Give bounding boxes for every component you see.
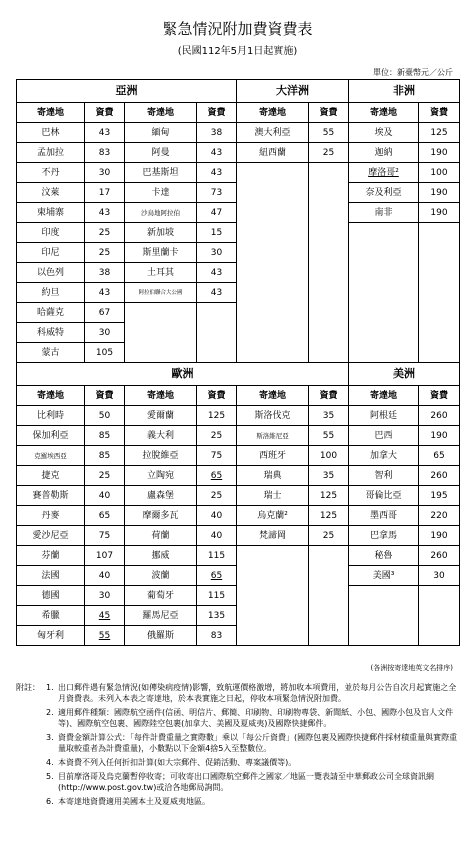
col-rate-header: 資費 [309, 386, 349, 406]
rate-cell: 25 [309, 526, 349, 546]
rate-cell [309, 566, 349, 586]
table-row [17, 446, 460, 466]
rate-cell: 125 [309, 506, 349, 526]
rate-cell: 125 [419, 123, 460, 143]
rate-cell [419, 586, 460, 606]
destination-cell [237, 546, 309, 566]
destination-cell: 阿根廷 [349, 406, 419, 426]
rate-cell [309, 243, 349, 263]
destination-cell: 法國 [17, 566, 85, 586]
note-text: 資費金額計算公式：「每件計費重量之實際數」乘以「每公斤資費」(國際包裹及國際快捷郵件採材積重量與實際重量取較重者為計費重量)，小數點以下金額4捨5入至整數位。 [58, 733, 458, 753]
rate-cell: 55 [309, 426, 349, 446]
region-asia-header: 亞洲 [17, 80, 237, 103]
rate-cell [309, 303, 349, 323]
page-title: 緊急情況附加費資費表 [162, 20, 313, 38]
rate-cell: 190 [419, 526, 460, 546]
destination-cell: 巴林 [17, 123, 85, 143]
rate-cell: 190 [419, 143, 460, 163]
col-rate-header: 資費 [419, 103, 460, 123]
destination-cell [125, 323, 197, 343]
notes-section [16, 682, 459, 810]
rate-cell: 25 [85, 243, 125, 263]
rate-cell: 25 [197, 486, 237, 506]
table-row [17, 323, 460, 343]
destination-cell: 以色列 [17, 263, 85, 283]
destination-cell: 秘魯 [349, 546, 419, 566]
destination-cell: 印度 [17, 223, 85, 243]
destination-cell: 愛爾蘭 [125, 406, 197, 426]
table-row [17, 163, 460, 183]
rate-cell: 38 [197, 123, 237, 143]
rate-cell [419, 323, 460, 343]
rate-cell [419, 223, 460, 243]
destination-cell: 義大利 [125, 426, 197, 446]
rate-cell [309, 343, 349, 363]
rate-cell [309, 586, 349, 606]
destination-cell: 哥倫比亞 [349, 486, 419, 506]
destination-cell [237, 283, 309, 303]
destination-cell: 哈薩克 [17, 303, 85, 323]
rate-cell [309, 223, 349, 243]
destination-cell: 烏克蘭² [237, 506, 309, 526]
note-number: 1. [46, 683, 54, 692]
table-row [17, 283, 460, 303]
destination-cell [349, 343, 419, 363]
destination-cell [125, 303, 197, 323]
rate-cell: 55 [309, 123, 349, 143]
destination-cell [237, 163, 309, 183]
destination-cell: 印尼 [17, 243, 85, 263]
col-dest-header: 寄達地 [17, 103, 85, 123]
destination-cell: 荷蘭 [125, 526, 197, 546]
table-row [17, 406, 460, 426]
rate-cell: 75 [85, 526, 125, 546]
rate-cell [309, 203, 349, 223]
destination-cell: 土耳其 [125, 263, 197, 283]
rate-cell: 43 [85, 123, 125, 143]
destination-cell: 科威特 [17, 323, 85, 343]
destination-cell [237, 626, 309, 646]
rate-cell: 125 [309, 486, 349, 506]
rate-cell: 25 [85, 223, 125, 243]
destination-cell [237, 223, 309, 243]
rate-cell [419, 626, 460, 646]
destination-cell [237, 183, 309, 203]
note-item [46, 771, 459, 793]
destination-cell: 克羅埃西亞 [17, 446, 85, 466]
destination-cell: 挪威 [125, 546, 197, 566]
destination-cell: 俄羅斯 [125, 626, 197, 646]
note-number: 4. [46, 758, 54, 767]
rate-cell: 43 [197, 143, 237, 163]
rate-cell: 38 [85, 263, 125, 283]
note-item [46, 682, 459, 704]
rate-cell: 65 [197, 466, 237, 486]
table-row [17, 203, 460, 223]
rate-cell: 30 [85, 163, 125, 183]
table-row [17, 426, 460, 446]
note-text: 出口郵件遇有緊急情況(如傳染病疫情)影響，致航運價格激增，將加收本項費用，並於每月公告自次月起實施之全月資費表。未列入本表之寄達地，於本表實施之日起，停收本項緊急情況附加費。 [58, 683, 457, 703]
destination-cell: 阿拉伯聯合大公國 [125, 283, 197, 303]
rate-cell: 43 [85, 283, 125, 303]
destination-cell: 柬埔寨 [17, 203, 85, 223]
destination-cell [349, 606, 419, 626]
rate-cell: 65 [85, 506, 125, 526]
rate-cell: 40 [197, 506, 237, 526]
rate-cell [309, 163, 349, 183]
rate-cell [419, 263, 460, 283]
col-rate-header: 資費 [419, 386, 460, 406]
rate-cell [309, 626, 349, 646]
rate-cell: 30 [197, 243, 237, 263]
rate-cell [309, 183, 349, 203]
table-row [17, 263, 460, 283]
rate-cell: 85 [85, 426, 125, 446]
col-rate-header: 資費 [85, 386, 125, 406]
rate-cell [309, 546, 349, 566]
rate-cell [309, 323, 349, 343]
destination-cell [349, 243, 419, 263]
rate-cell: 100 [419, 163, 460, 183]
destination-cell [237, 586, 309, 606]
col-dest-header: 寄達地 [349, 103, 419, 123]
rate-cell [419, 283, 460, 303]
rate-cell: 105 [85, 343, 125, 363]
column-header-row [17, 386, 460, 406]
rate-cell [309, 283, 349, 303]
destination-cell: 沙烏地阿拉伯 [125, 203, 197, 223]
destination-cell: 澳大利亞 [237, 123, 309, 143]
rate-cell [419, 343, 460, 363]
destination-cell [349, 223, 419, 243]
destination-cell [237, 566, 309, 586]
destination-cell: 羅馬尼亞 [125, 606, 197, 626]
destination-cell: 緬甸 [125, 123, 197, 143]
destination-cell: 智利 [349, 466, 419, 486]
table-row [17, 243, 460, 263]
col-dest-header: 寄達地 [125, 103, 197, 123]
rate-cell: 55 [85, 626, 125, 646]
rate-cell: 260 [419, 546, 460, 566]
rate-cell [309, 606, 349, 626]
rate-cell [197, 323, 237, 343]
destination-cell: 斯里蘭卡 [125, 243, 197, 263]
column-header-row [17, 103, 460, 123]
destination-cell: 丹麥 [17, 506, 85, 526]
destination-cell [237, 303, 309, 323]
rate-cell: 190 [419, 426, 460, 446]
rate-cell: 100 [309, 446, 349, 466]
rate-cell: 67 [85, 303, 125, 323]
col-dest-header: 寄達地 [125, 386, 197, 406]
col-rate-header: 資費 [85, 103, 125, 123]
col-rate-header: 資費 [309, 103, 349, 123]
destination-cell: 巴拿馬 [349, 526, 419, 546]
destination-cell [237, 343, 309, 363]
rate-cell: 35 [309, 406, 349, 426]
unit-label: 單位：新臺幣元／公斤 [373, 68, 453, 77]
destination-cell: 葡萄牙 [125, 586, 197, 606]
table-row [17, 506, 460, 526]
destination-cell [237, 203, 309, 223]
note-item [46, 796, 459, 807]
note-item [46, 757, 459, 768]
rate-cell: 73 [197, 183, 237, 203]
notes-heading: 附註： [16, 683, 40, 692]
rate-cell: 30 [419, 566, 460, 586]
destination-cell: 斯洛伐克 [237, 406, 309, 426]
destination-cell: 新加坡 [125, 223, 197, 243]
rate-cell [309, 263, 349, 283]
destination-cell: 美國³ [349, 566, 419, 586]
note-text: 適用郵件種類：國際航空函件(信函、明信片、郵簡、印刷物、印刷物專袋、新聞紙、小包、國際小包及盲人文件等)、國際航空包裹、國際陸空包裹(加拿大、美國及夏威夷)及國際快捷郵件。 [58, 708, 454, 728]
region-europe-header: 歐洲 [17, 363, 349, 386]
destination-cell: 芬蘭 [17, 546, 85, 566]
destination-cell: 迦納 [349, 143, 419, 163]
destination-cell: 立陶宛 [125, 466, 197, 486]
rate-cell [419, 243, 460, 263]
table-row [17, 123, 460, 143]
rate-cell: 40 [85, 486, 125, 506]
note-text: 目前摩洛哥及烏克蘭暫停收寄；可收寄出口國際航空郵件之國家／地區一覽表請至中華郵政公司全球資訊網(http://www.post.gov.tw)或洽各地郵局詢問。 [58, 772, 434, 792]
destination-cell: 比利時 [17, 406, 85, 426]
rate-cell: 43 [197, 283, 237, 303]
destination-cell: 保加利亞 [17, 426, 85, 446]
rate-cell: 47 [197, 203, 237, 223]
col-dest-header: 寄達地 [237, 103, 309, 123]
destination-cell: 汶萊 [17, 183, 85, 203]
rate-cell [419, 606, 460, 626]
note-number: 6. [46, 797, 54, 806]
destination-cell: 阿曼 [125, 143, 197, 163]
destination-cell: 希臘 [17, 606, 85, 626]
rate-cell: 190 [419, 183, 460, 203]
destination-cell: 埃及 [349, 123, 419, 143]
rate-cell: 190 [419, 203, 460, 223]
table-row [17, 526, 460, 546]
note-number: 5. [46, 772, 54, 781]
col-rate-header: 資費 [197, 103, 237, 123]
destination-cell: 孟加拉 [17, 143, 85, 163]
rate-cell: 115 [197, 586, 237, 606]
col-rate-header: 資費 [197, 386, 237, 406]
destination-cell [349, 626, 419, 646]
destination-cell: 紐西蘭 [237, 143, 309, 163]
rate-cell: 220 [419, 506, 460, 526]
rate-cell [197, 303, 237, 323]
destination-cell: 卡達 [125, 183, 197, 203]
destination-cell [349, 283, 419, 303]
table-row [17, 546, 460, 566]
rate-cell: 65 [419, 446, 460, 466]
destination-cell: 匈牙利 [17, 626, 85, 646]
table-row [17, 343, 460, 363]
rate-cell: 25 [197, 426, 237, 446]
destination-cell [349, 586, 419, 606]
rate-cell: 15 [197, 223, 237, 243]
destination-cell [349, 303, 419, 323]
destination-cell: 摩爾多瓦 [125, 506, 197, 526]
rate-cell: 25 [309, 143, 349, 163]
rate-cell: 195 [419, 486, 460, 506]
rate-cell [197, 343, 237, 363]
destination-cell: 斯洛維尼亞 [237, 426, 309, 446]
destination-cell: 西班牙 [237, 446, 309, 466]
note-number: 3. [46, 733, 54, 742]
destination-cell: 奈及利亞 [349, 183, 419, 203]
region-africa-header: 非洲 [349, 80, 460, 103]
destination-cell [237, 606, 309, 626]
rate-cell: 40 [85, 566, 125, 586]
destination-cell: 瑞典 [237, 466, 309, 486]
rate-cell: 135 [197, 606, 237, 626]
rate-cell: 43 [197, 263, 237, 283]
page-subtitle: (民國112年5月1日起實施) [177, 46, 298, 57]
rate-cell: 30 [85, 586, 125, 606]
destination-cell [349, 323, 419, 343]
table-row [17, 143, 460, 163]
region-americas-header: 美洲 [349, 363, 460, 386]
table-row [17, 183, 460, 203]
rate-cell: 115 [197, 546, 237, 566]
note-item [46, 707, 459, 729]
rate-cell: 260 [419, 406, 460, 426]
note-text: 本寄達地資費適用美國本土及夏威夷地區。 [58, 797, 210, 806]
col-dest-header: 寄達地 [237, 386, 309, 406]
destination-cell [125, 343, 197, 363]
col-dest-header: 寄達地 [17, 386, 85, 406]
rate-cell: 125 [197, 406, 237, 426]
destination-cell [237, 323, 309, 343]
destination-cell [237, 263, 309, 283]
rate-cell: 30 [85, 323, 125, 343]
destination-cell: 巴基斯坦 [125, 163, 197, 183]
destination-cell: 梵諦岡 [237, 526, 309, 546]
note-number: 2. [46, 708, 54, 717]
destination-cell: 蒙古 [17, 343, 85, 363]
table-row [17, 606, 460, 626]
table-row [17, 566, 460, 586]
destination-cell: 盧森堡 [125, 486, 197, 506]
region-oceania-header: 大洋洲 [237, 80, 349, 103]
rate-cell: 45 [85, 606, 125, 626]
rate-cell: 50 [85, 406, 125, 426]
destination-cell: 波蘭 [125, 566, 197, 586]
destination-cell: 賽普勒斯 [17, 486, 85, 506]
rate-cell: 43 [197, 163, 237, 183]
destination-cell: 南非 [349, 203, 419, 223]
destination-cell: 巴西 [349, 426, 419, 446]
destination-cell: 愛沙尼亞 [17, 526, 85, 546]
rate-cell: 17 [85, 183, 125, 203]
destination-cell [237, 243, 309, 263]
sort-note: (各洲按寄達地英文名排序) [370, 664, 453, 672]
rate-cell: 43 [85, 203, 125, 223]
table-row [17, 466, 460, 486]
rate-cell: 260 [419, 466, 460, 486]
destination-cell: 瑞士 [237, 486, 309, 506]
destination-cell: 捷克 [17, 466, 85, 486]
table-row [17, 223, 460, 243]
rate-cell: 85 [85, 446, 125, 466]
destination-cell: 摩洛哥² [349, 163, 419, 183]
rate-cell: 107 [85, 546, 125, 566]
destination-cell [349, 263, 419, 283]
destination-cell: 墨西哥 [349, 506, 419, 526]
rate-cell: 75 [197, 446, 237, 466]
rate-table [16, 79, 460, 646]
destination-cell: 拉脫維亞 [125, 446, 197, 466]
rate-cell: 83 [197, 626, 237, 646]
table-row [17, 486, 460, 506]
rate-cell: 83 [85, 143, 125, 163]
rate-cell: 65 [197, 566, 237, 586]
note-item [46, 732, 459, 754]
destination-cell: 加拿大 [349, 446, 419, 466]
table-row [17, 586, 460, 606]
destination-cell: 德國 [17, 586, 85, 606]
note-text: 本資費不列入任何折扣計算(如大宗郵件、促銷活動、專案議價等)。 [58, 758, 297, 767]
rate-cell: 25 [85, 466, 125, 486]
table-row [17, 626, 460, 646]
destination-cell: 不丹 [17, 163, 85, 183]
rate-cell: 40 [197, 526, 237, 546]
rate-cell [419, 303, 460, 323]
destination-cell: 約旦 [17, 283, 85, 303]
table-row [17, 303, 460, 323]
rate-cell: 35 [309, 466, 349, 486]
notes-list [16, 682, 459, 807]
col-dest-header: 寄達地 [349, 386, 419, 406]
